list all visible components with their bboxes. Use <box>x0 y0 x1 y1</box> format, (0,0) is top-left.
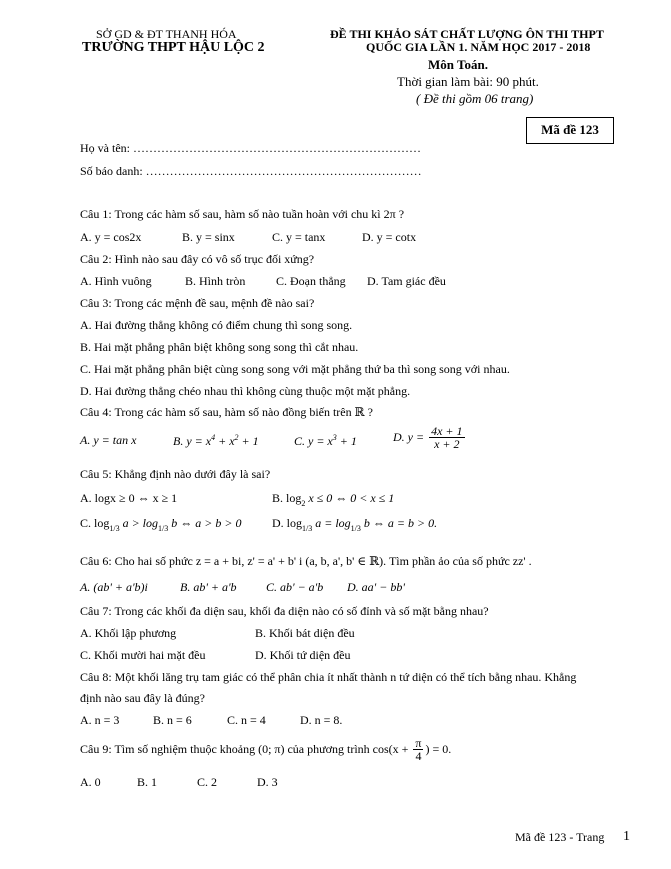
question-1: Câu 1: Trong các hàm số sau, hàm số nào tuần hoàn với chu kì 2π ? <box>80 207 405 221</box>
exam-code-box: Mã đề 123 <box>526 117 614 144</box>
question-8-cont: định nào sau đây là đúng? <box>80 691 205 705</box>
q2-option-d: D. Tam giác đều <box>367 274 446 288</box>
q7-option-d: D. Khối tứ diện đều <box>255 648 351 662</box>
q2-option-a: A. Hình vuông <box>80 274 152 288</box>
q9-fraction: $\frac{\pi}{4}$ <box>415 736 422 763</box>
q7-option-b: B. Khối bát diện đều <box>255 626 355 640</box>
question-4: Câu 4: Trong các hàm số sau, hàm số nào đồng biến trên ℝ ? <box>80 405 373 419</box>
q5-option-d: D. $\log_{1/3} a = \log_{1/3} b$ ⇔ a = b > 0. <box>272 516 438 533</box>
pages-label: ( Đề thi gồm 06 trang) <box>416 91 534 106</box>
time-label: Thời gian làm bài: 90 phút. <box>397 74 539 89</box>
footer-label: Mã đề 123 - Trang <box>515 830 605 844</box>
question-3: Câu 3: Trong các mệnh đề sau, mệnh đề nào sai? <box>80 296 315 310</box>
q1-option-d: D. y = cotx <box>362 230 417 244</box>
q7-option-c: C. Khối mười hai mặt đều <box>80 648 206 662</box>
question-2: Câu 2: Hình nào sau đây có vô số trục đối xứng? <box>80 252 315 266</box>
q8-option-d: D. n = 8. <box>300 713 343 727</box>
q1-option-c: C. y = tanx <box>272 230 326 244</box>
q3-option-a: A. Hai đường thẳng không có điểm chung thì song song. <box>80 318 353 332</box>
school-name: TRƯỜNG THPT HẬU LỘC 2 <box>82 40 265 55</box>
q9-option-c: C. 2 <box>197 775 218 789</box>
department-name: SỞ GD & ĐT THANH HÓA <box>96 27 237 41</box>
q3-option-d: D. Hai đường thẳng chéo nhau thì không cùng thuộc một mặt phẳng. <box>80 384 411 398</box>
exam-title-line1: ĐỀ THI KHẢO SÁT CHẤT LƯỢNG ÔN THI THPT <box>330 27 604 41</box>
subject-label: Môn Toán. <box>428 57 488 72</box>
q9-option-a: A. 0 <box>80 775 101 789</box>
q2-option-b: B. Hình tròn <box>185 274 246 288</box>
q2-option-c: C. Đoạn thẳng <box>276 274 346 288</box>
student-id-field: Số báo danh: …………………………………………………………… <box>80 164 422 178</box>
student-name-field: Họ và tên: ……………………………………………………………… <box>80 141 421 155</box>
question-7: Câu 7: Trong các khối đa diện sau, khối đa diện nào có số đỉnh và số mặt bằng nhau? <box>80 604 489 618</box>
q4-option-c: C. $y = x^3 + 1$ <box>294 433 357 448</box>
q6-option-b: B. ab' + a'b <box>180 580 237 594</box>
q6-option-d: D. aa' − bb' <box>347 580 405 594</box>
exam-title-line2: QUỐC GIA LẦN 1. NĂM HỌC 2017 - 2018 <box>366 40 591 54</box>
q5-option-a: A. logx ≥ 0 ⇔ x ≥ 1 <box>80 491 178 505</box>
q8-option-c: C. n = 4 <box>227 713 266 727</box>
q1-option-b: B. y = sinx <box>182 230 235 244</box>
page-number: 1 <box>623 829 630 844</box>
question-8: Câu 8: Một khối lăng trụ tam giác có thể phân chia ít nhất thành n tứ diện có thể tích bằng nhau. Khẳng <box>80 670 577 684</box>
question-5: Câu 5: Khẳng định nào dưới đây là sai? <box>80 467 271 481</box>
q1-option-a: A. y = cos2x <box>80 230 142 244</box>
q7-option-a: A. Khối lập phương <box>80 626 177 640</box>
q5-option-c: C. $\log_{1/3} a > \log_{1/3} b$ ⇔ a > b > 0 <box>80 516 242 533</box>
q5-option-b: B. $\log_2 x \le 0$ ⇔ 0 < x ≤ 1 <box>272 491 395 508</box>
q4-option-a: A. y = tan x <box>80 433 137 447</box>
q4-fraction: $\frac{4x + 1}{x + 2}$ <box>431 424 463 451</box>
q9-option-b: B. 1 <box>137 775 158 789</box>
question-9: Câu 9: Tìm số nghiệm thuộc khoảng (0; π) của phương trình cos(x + $\frac{\pi}{4}$ ) = 0. <box>80 736 452 763</box>
q8-option-b: B. n = 6 <box>153 713 192 727</box>
q4-option-d: D. y = $\frac{4x + 1}{x + 2}$ <box>393 424 463 451</box>
q6-option-a: A. (ab' + a'b)i <box>80 580 148 594</box>
question-6: Câu 6: Cho hai số phức z = a + bi, z' = a' + b' i (a, b, a', b' ∈ ℝ). Tìm phần ảo của số phức zz' . <box>80 554 532 568</box>
q8-option-a: A. n = 3 <box>80 713 120 727</box>
q4-option-b: B. $y = x^4 + x^2 + 1$ <box>173 433 259 448</box>
q3-option-c: C. Hai mặt phẳng phân biệt cùng song song với mặt phẳng thứ ba thì song song với nhau. <box>80 362 510 376</box>
q3-option-b: B. Hai mặt phẳng phân biệt không song song thì cắt nhau. <box>80 340 359 354</box>
q6-option-c: C. ab' − a'b <box>266 580 324 594</box>
q9-option-d: D. 3 <box>257 775 278 789</box>
